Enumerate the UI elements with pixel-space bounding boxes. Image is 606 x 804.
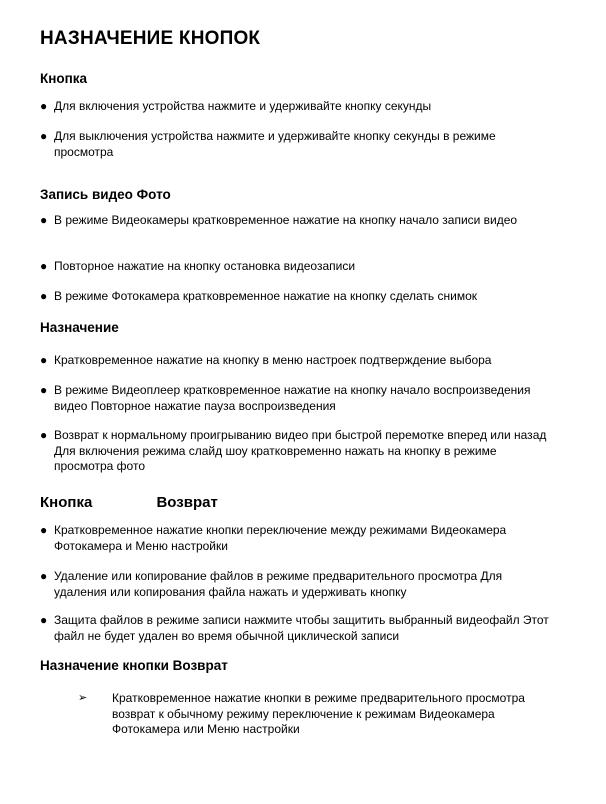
list-item-text: Для выключения устройства нажмите и удерживайте кнопку секунды в режиме просмотра — [54, 129, 496, 159]
list-item — [40, 129, 556, 160]
list-item-text: Кратковременное нажатие кнопки в режиме предварительного просмотра возврат к обычному режиму переключение к режимам Видеокамера Фотокамера или Меню настройки — [112, 691, 525, 736]
list-item — [40, 613, 556, 644]
bullet-icon: ● — [40, 259, 48, 273]
section-heading-button: Кнопка — [40, 71, 88, 86]
section-heading-purpose: Назначение — [40, 320, 119, 335]
list-item — [40, 99, 556, 115]
section-heading-back-purpose: Назначение кнопки Возврат — [40, 658, 228, 673]
list-item-text: Для включения устройства нажмите и удерживайте кнопку секунды — [54, 99, 432, 113]
list-item — [40, 353, 556, 369]
list-item — [40, 259, 556, 275]
bullet-icon: ● — [40, 99, 48, 113]
list-item-text: Кратковременное нажатие на кнопку в меню настроек подтверждение выбора — [54, 353, 492, 367]
bullet-icon: ● — [40, 613, 48, 627]
page-title: НАЗНАЧЕНИЕ КНОПОК — [40, 28, 261, 49]
list-item-text: Возврат к нормальному проигрыванию видео при быстрой перемотке вперед или назад Для включения режима слайд шоу кратковременно нажать на кнопку в режиме просмотра фото — [54, 428, 547, 473]
list-item — [40, 569, 556, 600]
list-item — [40, 428, 556, 475]
list-item-text: Удаление или копирование файлов в режиме предварительного просмотра Для удаления или копирования файла нажать и удерживать кнопку — [54, 569, 503, 599]
list-item-text: В режиме Видеокамеры кратковременное нажатие на кнопку начало записи видео — [54, 213, 518, 227]
bullet-icon: ● — [40, 428, 48, 442]
list-item — [40, 383, 556, 414]
bullet-icon: ● — [40, 213, 48, 227]
list-item — [40, 523, 556, 554]
list-item — [78, 691, 528, 738]
list-item — [40, 289, 556, 305]
list-item-text: В режиме Фотокамера кратковременное нажатие на кнопку сделать снимок — [54, 289, 477, 303]
heading-right: Возврат — [156, 494, 218, 511]
list-item-text: В режиме Видеоплеер кратковременное нажатие на кнопку начало воспроизведения видео Повторное нажатие пауза воспроизведения — [54, 383, 531, 413]
bullet-icon: ● — [40, 129, 48, 143]
bullet-icon: ● — [40, 289, 48, 303]
list-item — [40, 213, 556, 229]
bullet-icon: ● — [40, 523, 48, 537]
section-heading-record: Запись видео Фото — [40, 187, 171, 202]
list-item-text: Кратковременное нажатие кнопки переключение между режимами Видеокамера Фотокамера и Меню настройки — [54, 523, 507, 553]
list-item-text: Повторное нажатие на кнопку остановка видеозаписи — [54, 259, 356, 273]
section-heading-back-button — [40, 494, 218, 511]
heading-left: Кнопка — [40, 494, 93, 511]
list-item-text: Защита файлов в режиме записи нажмите чтобы защитить выбранный видеофайл Этот файл не будет удален во время обычной циклической записи — [54, 613, 549, 643]
bullet-icon: ● — [40, 383, 48, 397]
bullet-icon: ● — [40, 353, 48, 367]
bullet-icon: ● — [40, 569, 48, 583]
arrow-bullet-icon: ➢ — [78, 692, 88, 704]
